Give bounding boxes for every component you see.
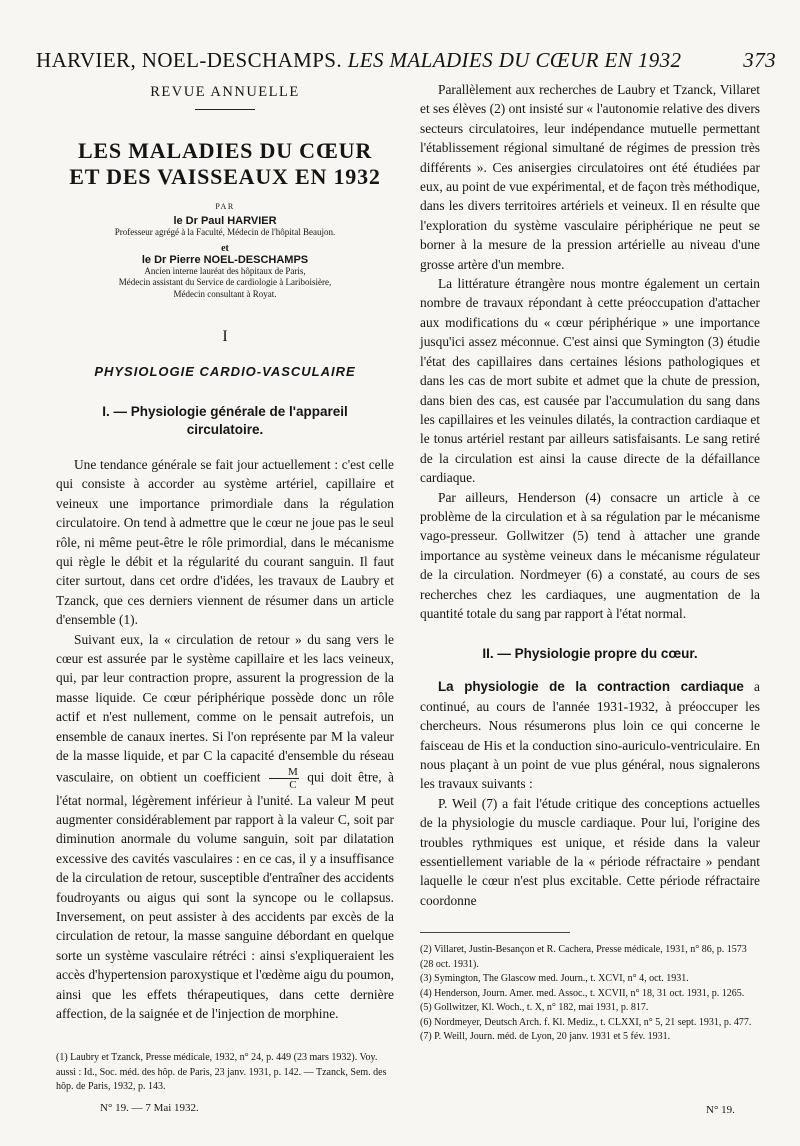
section-1-paragraph-2b: qui doit être, à l'état normal, légèrement inférieur à l'unité. La valeur M peut augmenter considérablement par rapport à la valeur C, soit par diminution anormale du volume sanguin, soit par dilatation excessive des cavités vasculaires : en ce cas, il y a insuffisance de la circulation de retour, susceptible d'entraîner des accidents foudroyants ou aigus qui sont la syncope ou le collapsus. Inversement, on peut assister à des accidents par excès de la circulation de retour, la masse sanguine débordant en quelque sorte un système vasculaire rétréci : ainsi s'expliqueraient les accès d'hypertension paroxystique et l'œdème aigu du poumon, ainsi que les effets thérapeutiques, dans cette dernière affection, de la saignée et de l'injection de morphine.: [56, 769, 395, 1021]
right-paragraph-3: Par ailleurs, Henderson (4) consacre un article à ce problème de la circulation et à sa régulation par le mécanisme vago-presseur. Gollwitzer (5) tend à attacher une grande importance au système veineux dans le mécanisme régulateur de la circulation. Nordmeyer (6) a constaté, au cours de ses recherches chez les cardiaques, une augmentation de la quantité totale du sang par rapport à l'état normal.: [420, 489, 760, 621]
footnote-5: (5) Gollwitzer, Kl. Woch., t. X, n° 182, mai 1931, p. 817.: [420, 1002, 649, 1014]
article-title-line2: ET DES VAISSEAUX EN 1932: [69, 164, 381, 189]
part-numeral: I: [222, 328, 228, 345]
footnote-4: (4) Henderson, Journ. Amer. med. Assoc., t. XCVII, n° 18, 31 oct. 1931, p. 1265.: [420, 987, 745, 999]
author-1: le Dr Paul HARVIER: [173, 215, 277, 227]
footnotes-right: [420, 943, 760, 1045]
footer-issue-number: N° 19.: [706, 1104, 735, 1116]
par-label: PAR: [215, 202, 235, 211]
footer-issue-date: N° 19. — 7 Mai 1932.: [100, 1102, 199, 1114]
section-1-heading: [56, 403, 394, 439]
section-2-heading: II. — Physiologie propre du cœur.: [482, 646, 698, 662]
fraction-denominator: C: [289, 778, 297, 791]
article-title-line1: LES MALADIES DU CŒUR: [77, 138, 373, 163]
author-1-affiliation: Professeur agrégé à la Faculté, Médecin de l'hôpital Beaujon.: [114, 227, 336, 237]
header-authors: HARVIER, NOEL-DESCHAMPS.: [36, 48, 343, 72]
coefficient-fraction: [269, 766, 299, 791]
footnote-6: (6) Nordmeyer, Deutsch Arch. f. Kl. Mediz., t. CLXXI, n° 5, 21 sept. 1931, p. 477.: [420, 1016, 752, 1028]
fraction-numerator: M: [269, 766, 299, 779]
article-title: [56, 138, 394, 190]
right-column: [420, 80, 760, 1045]
footnotes-left: [56, 1051, 394, 1095]
section-1-paragraph-2: [56, 630, 394, 1024]
section-2-paragraph-2: P. Weil (7) a fait l'étude critique des conceptions actuelles de la physiologie du muscle cardiaque. Pour lui, l'origine des troubles rythmiques est unique, et réside dans la valeur essentiellement variable de la « période réfractaire » pendant laquelle le cœur n'est plus excitable. Cette période réfractaire coordonne: [420, 795, 760, 908]
running-header: [36, 48, 776, 73]
page-number: 373: [743, 48, 776, 72]
author-2: le Dr Pierre NOEL-DESCHAMPS: [141, 253, 309, 266]
author-2-affiliation-1: Ancien interne lauréat des hôpitaux de Paris,: [144, 265, 306, 276]
left-column: [56, 80, 394, 1095]
section-1-paragraph-2a: Suivant eux, la « circulation de retour » du sang vers le cœur est assurée par le système capillaire et les lacs veineux, qui, par leur contraction propre, assurent la progression de la masse liquide. Ce cœur périphérique possède donc un rôle actif et n'est nullement, comme on le pensait autrefois, un ensemble de canaux inertes. Si l'on représente par M la valeur de la masse liquide, et par C la capacité d'ensemble du réseau vasculaire, on obtient un coefficient: [56, 631, 394, 785]
footnote-3: (3) Symington, The Glascow med. Journ., t. XCVI, n° 4, oct. 1931.: [420, 973, 689, 985]
section-1-heading-line1: I. — Physiologie générale de l'appareil: [102, 404, 348, 419]
footnote-separator: [420, 932, 570, 933]
author-2-affiliation-2: Médecin assistant du Service de cardiologie à Lariboisière,: [118, 277, 332, 287]
part-title: PHYSIOLOGIE CARDIO-VASCULAIRE: [94, 364, 356, 379]
header-title: LES MALADIES DU CŒUR EN 1932: [347, 48, 682, 72]
section-1-heading-line2: circulatoire.: [186, 422, 264, 437]
author-2-affiliation-3: Médecin consultant à Royat.: [173, 288, 277, 299]
footnote-1: (1) Laubry et Tzanck, Presse médicale, 1932, n° 24, p. 449 (23 mars 1932). Voy. aussi : Id., Soc. méd. des hôp. de Paris, 23 janv. 1931, p. 142. — Tzanck, Sem. des hôp. de Paris, 1932, p. 143.: [56, 1052, 387, 1093]
et-label: et: [221, 242, 229, 254]
right-paragraph-2: La littérature étrangère nous montre également un certain nombre de travaux répondant à cette préoccupation d'attacher aux modifications du « cœur périphérique » une importance jusqu'ici assez méconnue. C'est ainsi que Symington (3) étudie l'état des capillaires dans certaines lésions pathologiques et dans les cas de mort subite et admet que la chute de pression, dans bien des cas, est causée par l'accumulation du sang dans les capillaires et les veinules dilatés, la contraction cardiaque et le tonus artériel restant par ailleurs satisfaisants. Le sang retiré de la circulation est ainsi la cause directe de la défaillance cardiaque.: [420, 276, 760, 486]
footnote-7: (7) P. Weill, Journ. méd. de Lyon, 20 janv. 1931 et 5 fév. 1931.: [420, 1031, 671, 1043]
section-2-lead: La physiologie de la contraction cardiaque: [438, 679, 744, 695]
section-2-paragraph-1: [420, 677, 760, 793]
section-2-paragraph-1-text: a continué, au cours de l'année 1931-1932, à préoccuper les chercheurs. Nous résumerons plus loin ce qui concerne le faisceau de His et la conduction sino-auriculo-ventriculaire. En nous plaçant à un point de vue plus général, nous signalerons les travaux suivants :: [420, 679, 760, 792]
title-divider: [195, 109, 255, 110]
section-1-paragraph-1: Une tendance générale se fait jour actuellement : c'est celle qui consiste à accorder au système artériel, capillaire et veineux une importance primordiale dans la régulation circulatoire. On tend à admettre que le cœur ne joue pas le seul rôle, ni même peut-être le rôle primordial, dans le mécanisme qui règle le débit et la régularité du courant sanguin. Il faut citer surtout, dans cet ordre d'idées, les travaux de Laubry et Tzanck, que ces derniers viennent de résumer dans un article d'ensemble (1).: [56, 457, 394, 628]
review-label: REVUE ANNUELLE: [150, 84, 300, 100]
footnote-2: (2) Villaret, Justin-Besançon et R. Cachera, Presse médicale, 1931, n° 86, p. 1573 (28 oct. 1931).: [420, 944, 747, 970]
right-paragraph-1: Parallèlement aux recherches de Laubry et Tzanck, Villaret et ses élèves (2) ont insisté sur « l'autonomie relative des divers secteurs circulatoires, leur indépendance mutuelle permettant l'établissement régional simultané de régimes de pression très différents ». Ces anisergies circulatoires ont été étudiées par eux, au point de vue expérimental, et de façon très méthodique, dans les divers territoires artériels et veineux. Il en résulte que l'exploration du système vasculaire périphérique ne peut se borner à la mesure de la pression artérielle au niveau d'une grosse artère d'un membre.: [420, 82, 760, 272]
